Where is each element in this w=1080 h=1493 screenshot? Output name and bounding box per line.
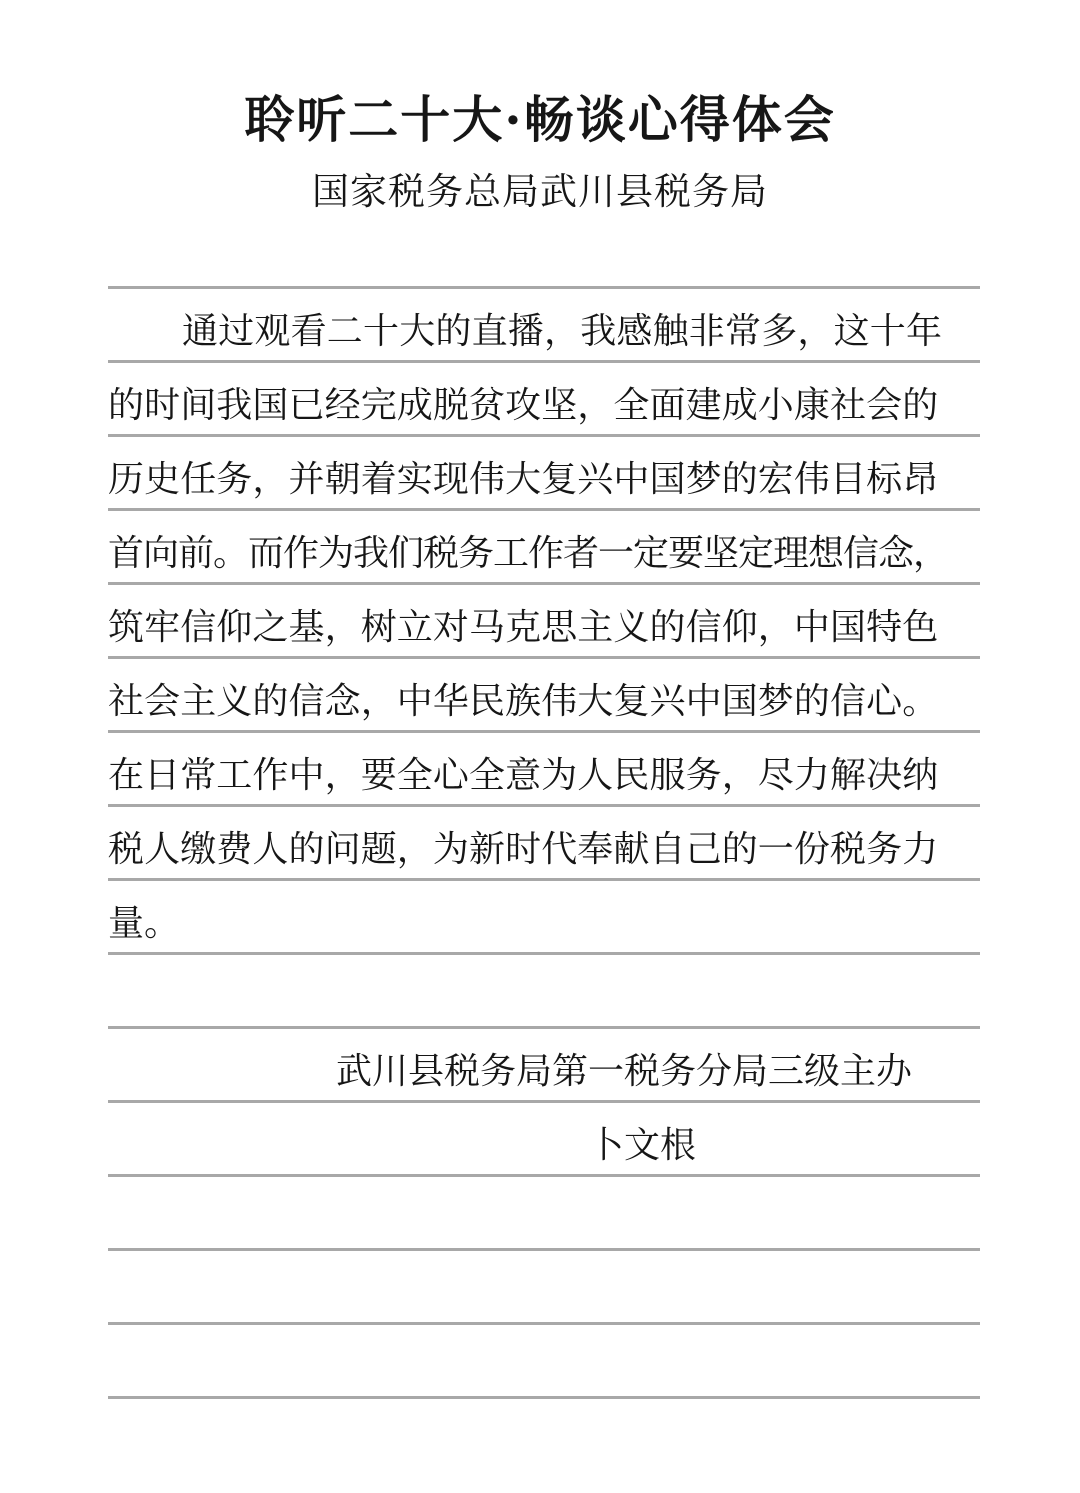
ruled-line: [108, 1322, 980, 1325]
body-text-line: 社会主义的信念，中华民族伟大复兴中国梦的信心。: [108, 681, 939, 722]
body-text-line: 的时间我国已经完成脱贫攻坚，全面建成小康社会的: [108, 385, 939, 426]
body-text-line: 税人缴费人的问题，为新时代奉献自己的一份税务力: [108, 829, 939, 870]
signature-unit: 武川县税务局第一税务分局三级主办: [336, 1051, 913, 1092]
ruled-line: [108, 1248, 980, 1251]
ruled-line: [108, 1174, 980, 1177]
body-text-line: 首向前。而作为我们税务工作者一定要坚定理想信念，: [108, 533, 949, 574]
document-subtitle: 国家税务总局武川县税务局: [312, 170, 768, 213]
ruled-line: [108, 1396, 980, 1399]
ruled-line: [108, 1026, 980, 1029]
signature-name: 卜文根: [588, 1125, 697, 1166]
body-text-line: 历史任务，并朝着实现伟大复兴中国梦的宏伟目标昂: [108, 459, 939, 500]
body-text-line: 量。: [108, 903, 181, 944]
body-text-line: 筑牢信仰之基，树立对马克思主义的信仰，中国特色: [108, 607, 939, 648]
body-text-line: 在日常工作中，要全心全意为人民服务，尽力解决纳: [108, 755, 939, 796]
ruled-line: [108, 286, 980, 289]
document-title: 聆听二十大·畅谈心得体会: [244, 90, 836, 149]
body-text-line: 通过观看二十大的直播，我感触非常多，这十年: [182, 311, 943, 352]
